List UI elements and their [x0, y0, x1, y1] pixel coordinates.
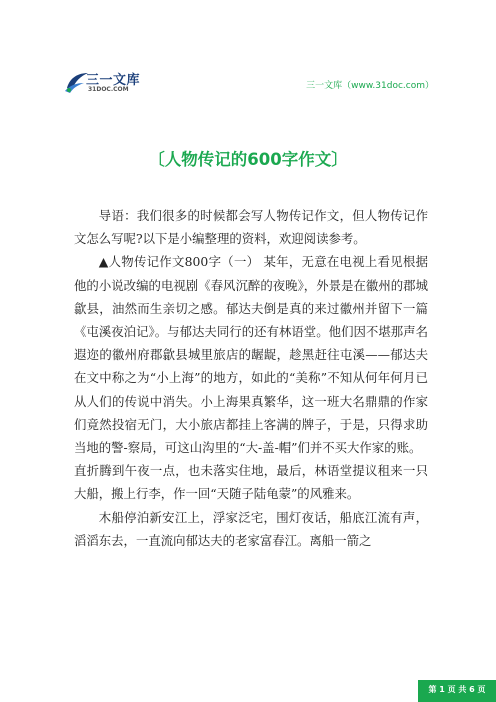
logo-name: 三一文库 [86, 73, 141, 88]
document-title: 〔人物传记的600字作文〕 [148, 150, 348, 169]
page-indicator: 第 1 页 共 6 页 [428, 685, 486, 694]
page-footer [418, 680, 496, 702]
site-link[interactable]: 三一文库（www.31doc.com） [306, 81, 434, 91]
document-body [74, 204, 428, 552]
page-header [0, 0, 496, 110]
site-logo[interactable] [64, 68, 164, 98]
paragraph-main: ▲人物传记作文800字（一） 某年，无意在电视上看见根据他的小说改编的电视剧《春风沉醉的夜晚》，外景是在徽州的郡城歙县，油然而生亲切之感。郁达夫倒是真的来过徽州并留下一篇《屯溪夜泊记》。与郁达夫同行的还有林语堂。他们因不堪那声名遐迩的徽州府郡歙县城里旅店的龌龊，趁黑赶往屯溪——郁达夫在文中称之为“小上海”的地方，如此的“美称”不知从何年何月已从人们的传说中消失。小上海果真繁华，这一班大名鼎鼎的作家们竟然投宿无门，大小旅店都挂上客满的牌子，于是，只得求助当地的警-察局，可这山沟里的“大-盖-帽”们并不买大作家的账。 [74, 254, 428, 456]
paragraph-continued: 直折腾到午夜一点，也未落实住地，最后，林语堂提议租来一只大船，搬上行李，作一回“天随子陆龟蒙”的风雅来。 [74, 463, 428, 502]
logo-domain: 31DOC.COM [88, 86, 129, 93]
paragraph-intro: 导语：我们很多的时候都会写人物传记作文，但人物传记作文怎么写呢?以下是小编整理的资料，欢迎阅读参考。 [74, 208, 428, 247]
paragraph-river: 木船停泊新安江上，浮家泛宅，围灯夜话，船底江流有声，滔滔东去，一直流向郁达夫的老家富春江。离船一箭之 [74, 509, 428, 548]
